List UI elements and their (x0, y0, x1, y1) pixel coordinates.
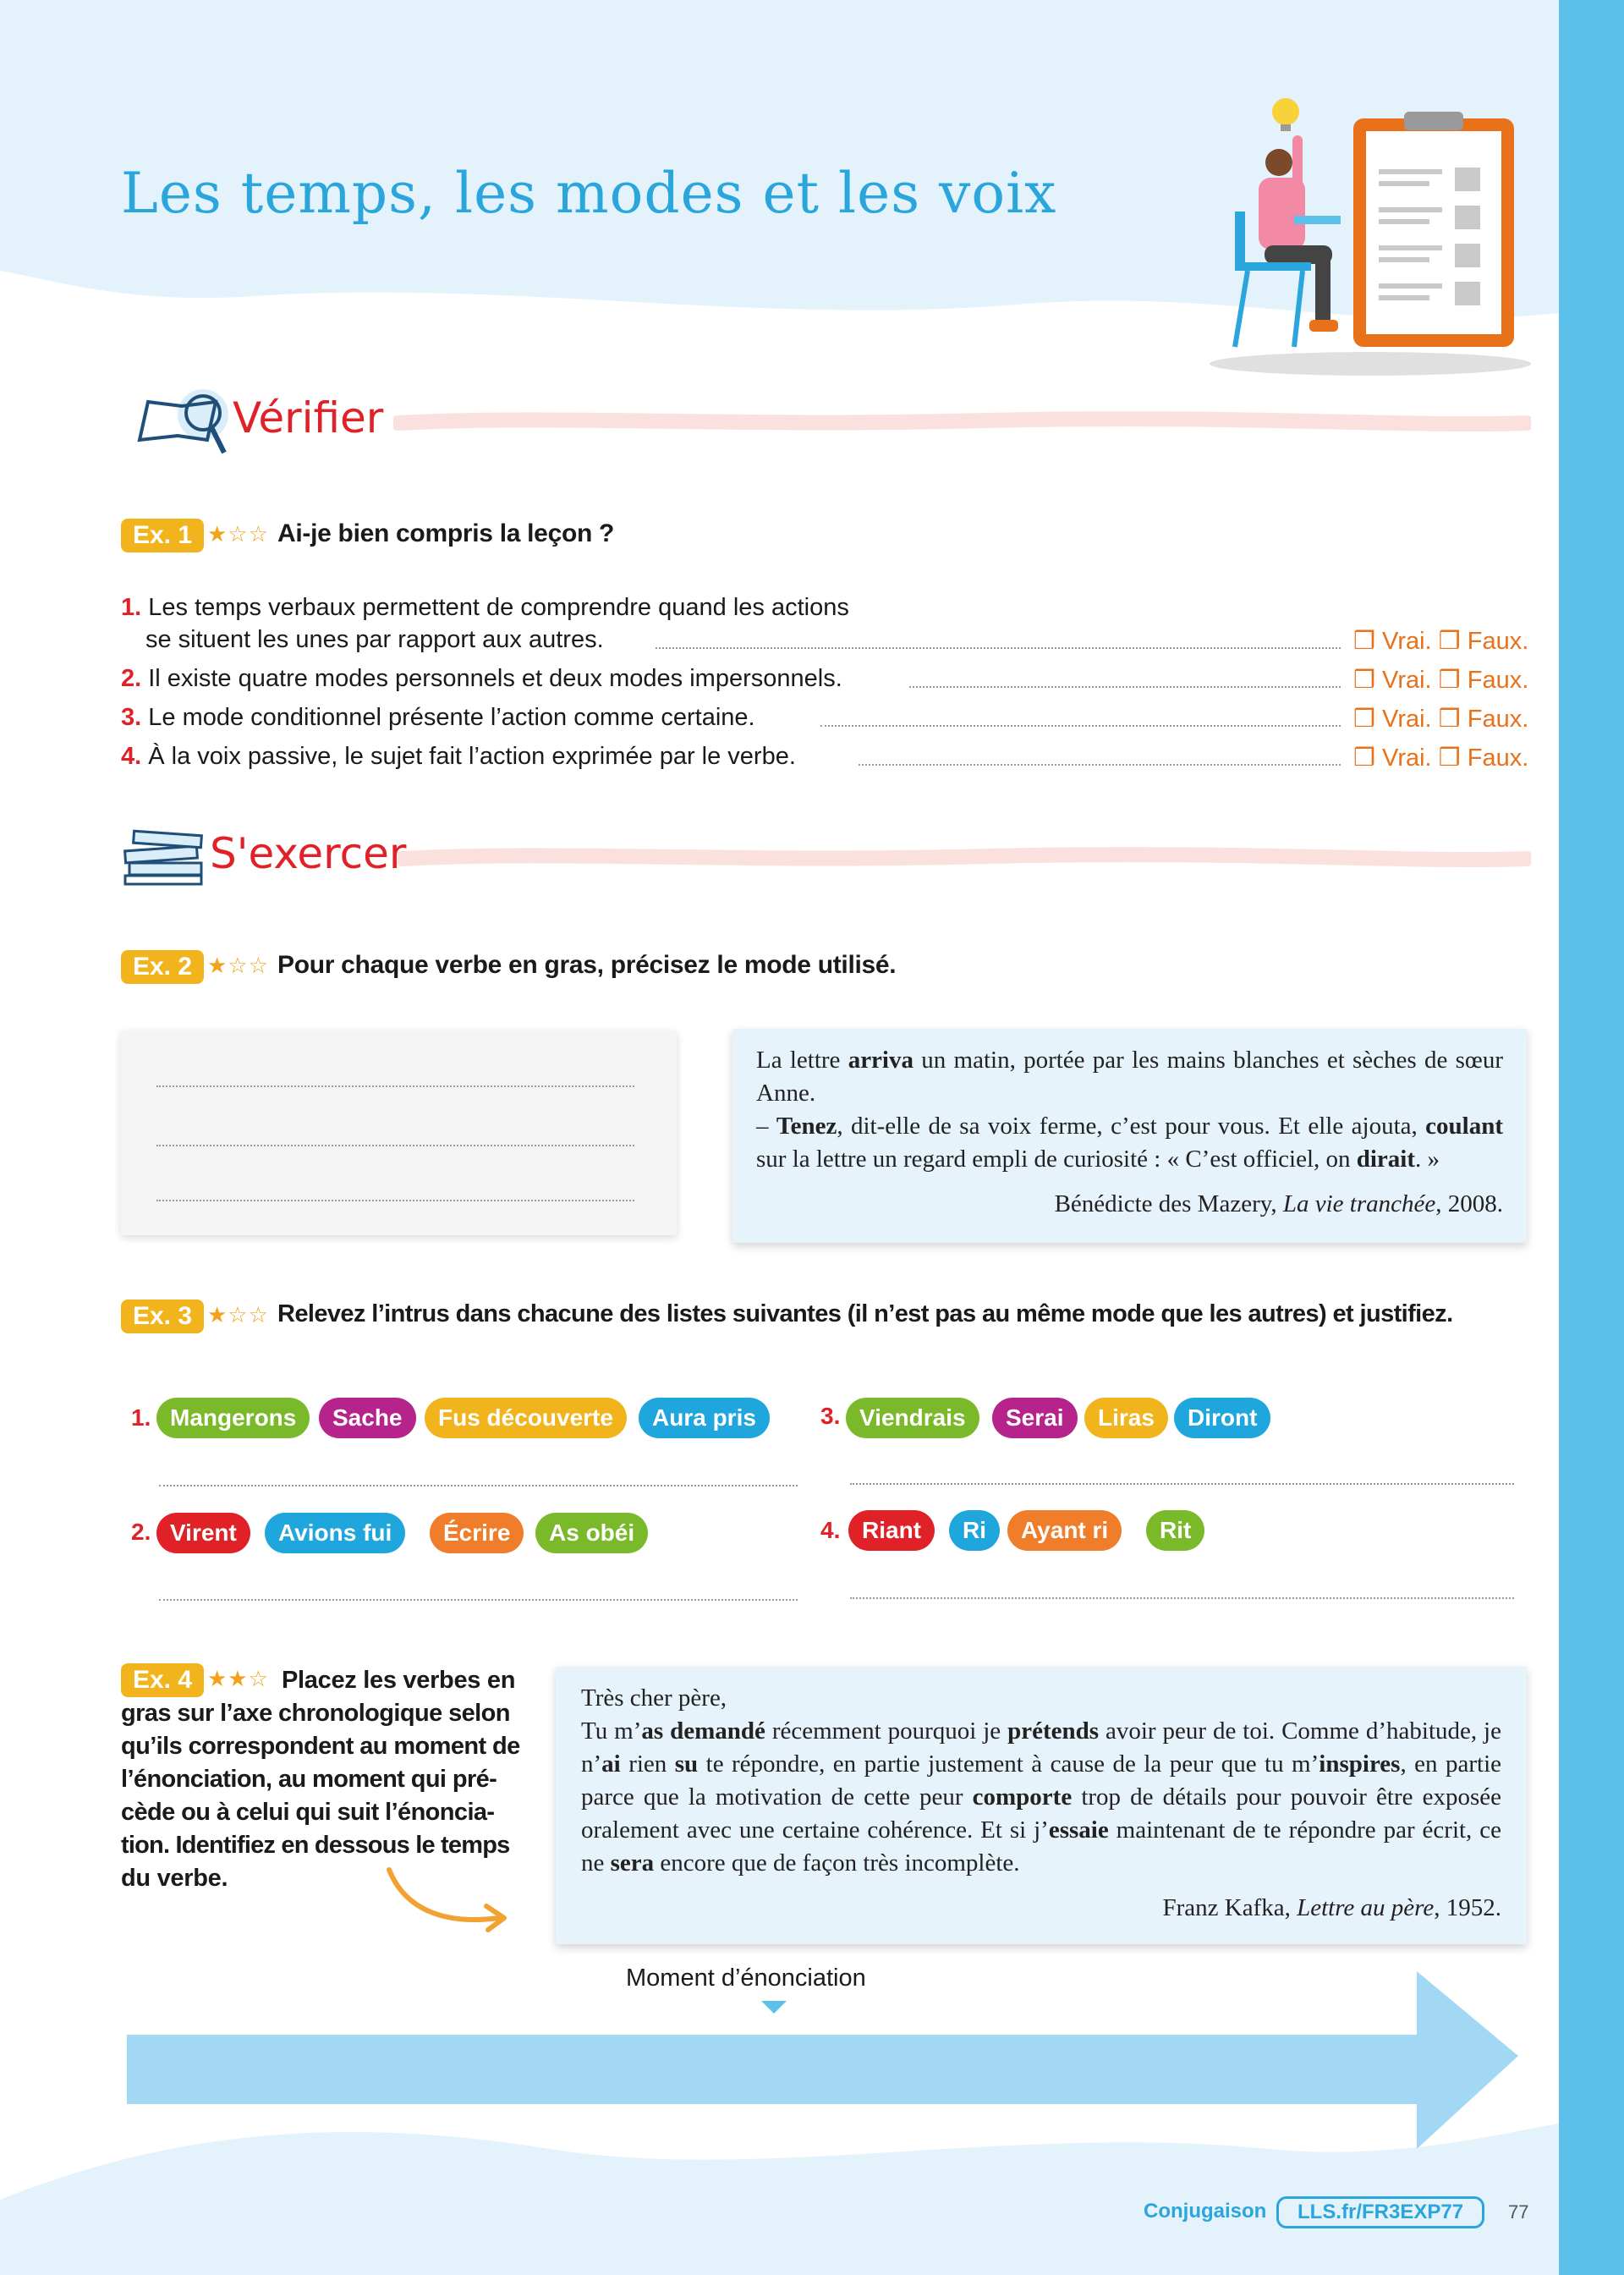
bold-verb: dirait (1356, 1146, 1416, 1173)
list-number: 4. (820, 1517, 841, 1543)
bold-verb: ai (601, 1750, 621, 1778)
source-year: , 1952. (1434, 1894, 1501, 1921)
ex4-text-box (556, 1667, 1527, 1944)
enunciation-moment-label: Moment d’énonciation (626, 1965, 866, 1992)
ex1-q2-choices (1353, 665, 1528, 695)
vrai-checkbox[interactable]: ❒ Vrai. (1353, 667, 1432, 694)
ex2-text-box (732, 1029, 1527, 1243)
books-stack-icon (121, 825, 210, 888)
source-work: La vie tranchée (1282, 1190, 1436, 1217)
answer-line[interactable] (156, 1085, 634, 1087)
passage-text: te répondre, en partie justement à cause de la peur que tu m’ (698, 1750, 1320, 1778)
ex2-answer-area[interactable] (121, 1030, 677, 1235)
answer-line[interactable] (850, 1597, 1514, 1599)
source-author: Bénédicte des Mazery, (1054, 1190, 1283, 1217)
bold-verb: coulant (1425, 1113, 1503, 1140)
magnifier-book-icon (131, 381, 241, 465)
ex3-instruction: Relevez l’intrus dans chacune des listes suivantes (il n’est pas au même mode que les autres) et justifiez. (277, 1300, 1453, 1327)
ex1-question-1-line2: se situent les unes par rapport aux autres. (145, 626, 604, 653)
ex1-question-4 (121, 743, 796, 771)
answer-line[interactable] (159, 1599, 798, 1601)
word-pill: Aura pris (639, 1398, 770, 1438)
word-pill: Diront (1174, 1398, 1270, 1438)
word-pill: Avions fui (265, 1513, 405, 1553)
word-pill: As obéi (535, 1513, 648, 1553)
ex3-difficulty-stars: ★☆☆ (207, 1302, 269, 1327)
passage-text: sur la lettre un regard empli de curiosité : « C’est officiel, on (756, 1146, 1357, 1173)
ex2-difficulty-stars: ★☆☆ (207, 953, 269, 978)
ex1-question-3 (121, 704, 755, 732)
bold-verb: Tenez (776, 1113, 837, 1140)
answer-line[interactable] (159, 1485, 798, 1486)
word-pill: Écrire (430, 1513, 524, 1553)
ex1-difficulty-stars: ★☆☆ (207, 521, 269, 547)
verifier-heading: Vérifier (233, 393, 384, 442)
dotted-leader (909, 686, 1341, 688)
ex4-difficulty-stars: ★★☆ (207, 1666, 269, 1691)
bold-verb: su (674, 1750, 699, 1778)
word-pill: Riant (848, 1510, 935, 1551)
section-underline (398, 846, 1531, 871)
bold-verb: prétends (1007, 1717, 1100, 1745)
vrai-checkbox[interactable]: ❒ Vrai. (1353, 706, 1432, 733)
ex4-instruction-line: l’énonciation, au moment qui pré- (121, 1766, 497, 1793)
page-number: 77 (1508, 2201, 1529, 2223)
passage-text: , dit-elle de sa voix ferme, c’est pour vous. Et elle ajouta, (837, 1113, 1426, 1140)
bold-verb: essaie (1048, 1816, 1109, 1844)
ex2-badge: Ex. 2 (121, 950, 204, 984)
ex1-badge: Ex. 1 (121, 519, 204, 552)
ex4-source (581, 1892, 1501, 1925)
question-text: Il existe quatre modes personnels et deux modes impersonnels. (148, 665, 842, 692)
word-pill: Rit (1146, 1510, 1204, 1551)
word-pill: Viendrais (846, 1398, 979, 1438)
question-number: 1. (121, 594, 142, 621)
question-number: 2. (121, 665, 142, 692)
ex4-instruction-line: du verbe. (121, 1865, 228, 1892)
source-work: Lettre au père (1297, 1894, 1435, 1921)
word-pill: Fus découverte (425, 1398, 627, 1438)
passage-text: , en partie parce que la motivation de cette peur (581, 1750, 1502, 1811)
question-text: Les temps verbaux permettent de comprendre quand les actions (148, 594, 849, 621)
student-quiz-illustration (1201, 93, 1539, 381)
ex4-instruction-line: Placez les verbes en (282, 1667, 516, 1694)
ex2-source (756, 1188, 1503, 1221)
vrai-checkbox[interactable]: ❒ Vrai. (1353, 628, 1432, 655)
dotted-leader (820, 725, 1341, 727)
question-text: À la voix passive, le sujet fait l’action exprimée par le verbe. (148, 743, 796, 770)
right-sidebar-band (1559, 0, 1624, 2275)
passage-text: – (756, 1113, 776, 1140)
list-number: 2. (131, 1519, 151, 1545)
ex2-passage (756, 1044, 1503, 1176)
source-year: , 2008. (1435, 1190, 1503, 1217)
dotted-leader (656, 647, 1341, 649)
source-author: Franz Kafka, (1162, 1894, 1298, 1921)
vrai-checkbox[interactable]: ❒ Vrai. (1353, 745, 1432, 772)
passage-text: trop de détails pour pouvoir être exposée oralement avec une certaine cohérence. Et si j’ (581, 1783, 1502, 1844)
passage-text: encore que de façon très incomplète. (654, 1849, 1020, 1877)
list-number: 3. (820, 1403, 841, 1429)
bold-verb: sera (610, 1849, 655, 1877)
passage-text: Tu m’ (581, 1717, 642, 1745)
passage-text: un matin, portée par les mains blanches et sèches de sœur Anne. (756, 1047, 1503, 1107)
ex3-badge: Ex. 3 (121, 1300, 204, 1333)
faux-checkbox[interactable]: ❒ Faux. (1438, 745, 1529, 772)
question-number: 4. (121, 743, 142, 770)
footer-chapter-label: Conjugaison (1144, 2200, 1267, 2223)
passage-text: La lettre (756, 1047, 848, 1074)
bold-verb: as demandé (641, 1717, 765, 1745)
footer-link[interactable]: LLS.fr/FR3EXP77 (1276, 2196, 1484, 2228)
word-pill: Mangerons (156, 1398, 310, 1438)
answer-line[interactable] (156, 1200, 634, 1201)
bold-verb: inspires (1319, 1750, 1401, 1778)
answer-line[interactable] (850, 1483, 1514, 1485)
word-pill: Liras (1084, 1398, 1168, 1438)
word-pill: Serai (992, 1398, 1078, 1438)
word-pill: Sache (319, 1398, 416, 1438)
ex4-instruction-line: gras sur l’axe chronologique selon (121, 1700, 510, 1727)
bold-verb: arriva (848, 1047, 914, 1074)
ex4-passage (581, 1715, 1501, 1880)
word-pill: Ri (949, 1510, 1000, 1551)
section-underline (393, 410, 1531, 436)
ex1-instruction: Ai-je bien compris la leçon ? (277, 519, 615, 547)
letter-greeting: Très cher père, (581, 1684, 727, 1712)
ex4-instruction-line: qu’ils correspondent au moment de (121, 1733, 520, 1760)
ex1-q3-choices (1353, 704, 1528, 734)
ex4-instruction-line: tion. Identifiez en dessous le temps (121, 1832, 510, 1859)
passage-text: avoir peur de toi. Comme d’habitude, je n’ (581, 1717, 1501, 1778)
faux-checkbox[interactable]: ❒ Faux. (1438, 628, 1529, 655)
page-title: Les temps, les modes et les voix (121, 161, 1057, 226)
passage-text: récemment pourquoi je (765, 1717, 1008, 1745)
word-pill: Ayant ri (1007, 1510, 1122, 1551)
ex1-question-1 (121, 594, 849, 622)
faux-checkbox[interactable]: ❒ Faux. (1438, 706, 1529, 733)
question-text: Le mode conditionnel présente l’action comme certaine. (148, 704, 755, 731)
passage-text: rien (620, 1750, 675, 1778)
passage-text: maintenant de te répondre par écrit, ce ne (581, 1816, 1501, 1877)
list-number: 1. (131, 1404, 151, 1431)
ex2-instruction: Pour chaque verbe en gras, précisez le mode utilisé. (277, 951, 897, 979)
curved-arrow-icon (381, 1866, 516, 1933)
ex1-q1-choices (1353, 626, 1528, 656)
dotted-leader (859, 764, 1341, 766)
ex4-instruction-line: cède ou à celui qui suit l’énoncia- (121, 1799, 495, 1826)
answer-line[interactable] (156, 1145, 634, 1146)
word-pill: Virent (156, 1513, 250, 1553)
ex4-badge: Ex. 4 (121, 1663, 204, 1697)
ex1-question-2 (121, 665, 842, 693)
bold-verb: comporte (972, 1783, 1073, 1811)
passage-text: . » (1415, 1146, 1440, 1173)
question-number: 3. (121, 704, 142, 731)
sexercer-heading: S'exercer (210, 829, 407, 878)
chronological-axis-arrow[interactable] (127, 1971, 1518, 2153)
faux-checkbox[interactable]: ❒ Faux. (1438, 667, 1529, 694)
ex1-q4-choices (1353, 743, 1528, 772)
